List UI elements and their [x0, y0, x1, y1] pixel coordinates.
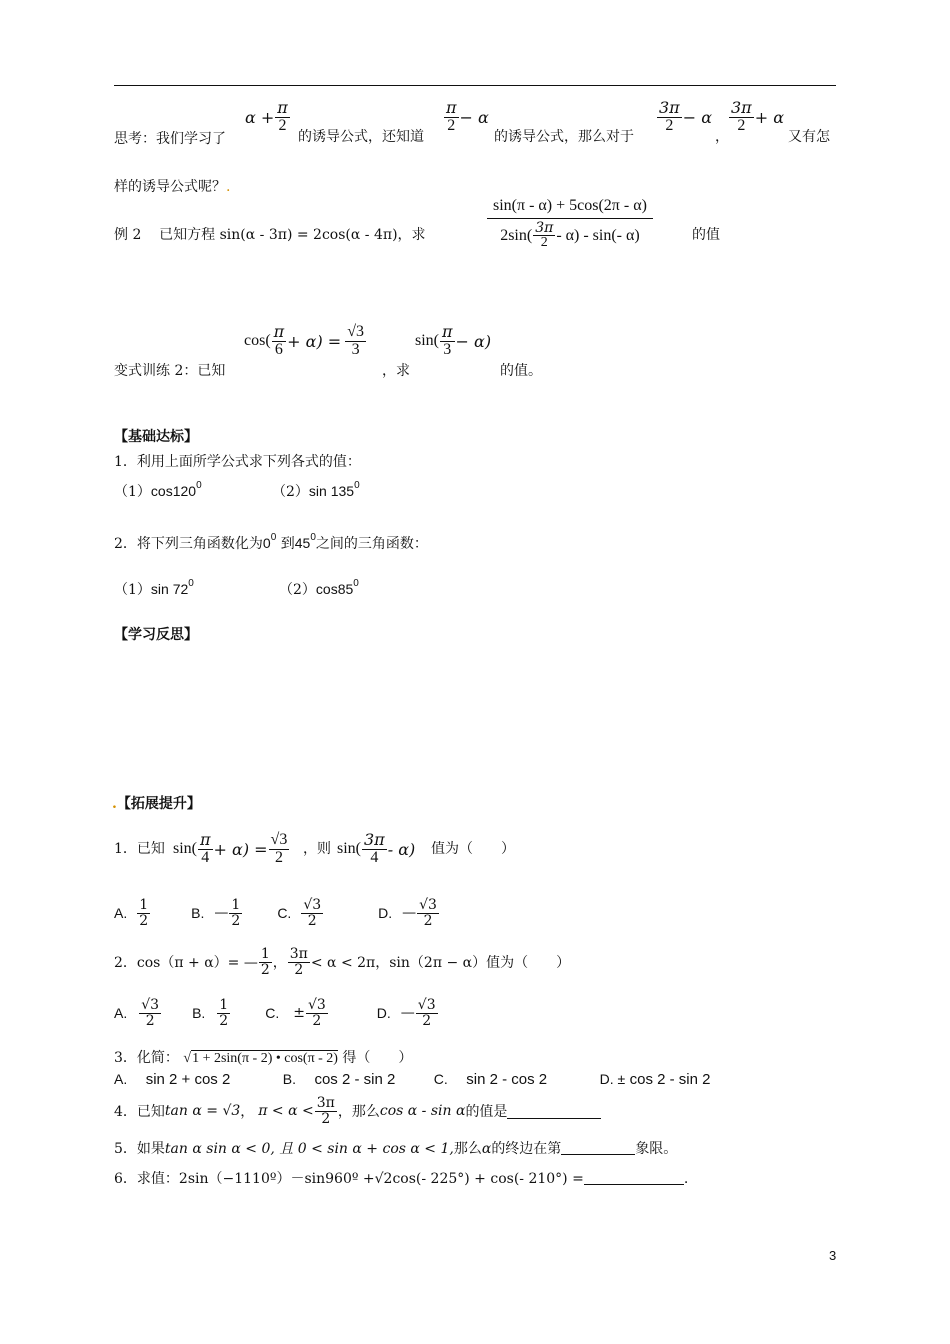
basic-q1a-expr: cos120: [150, 483, 197, 499]
variant2-cos-post: + α) =: [287, 331, 342, 351]
extend-q2-option-d-sign: —: [400, 1005, 415, 1022]
example2-label: 例 2: [114, 227, 142, 243]
extend-q2-option-b-label: B.: [192, 1005, 206, 1022]
variant2-rhs-den: 3: [351, 340, 360, 358]
variant2-sin-num: π: [442, 322, 453, 341]
variant2-sin-post: − α): [455, 331, 492, 351]
extend-q6-expr: 2sin（−1110º）－sin960º +: [178, 1171, 375, 1187]
extend-q5-mid2: 的终边在第: [491, 1141, 562, 1157]
extend-q6-sqrt: √2: [374, 1171, 393, 1187]
extend-q2-range-den: 2: [294, 961, 304, 978]
think-line-2-text: 样的诱导公式呢？: [114, 179, 226, 195]
extend-q3-option-b-label: B.: [282, 1071, 297, 1087]
variant2-sin-den: 3: [443, 340, 452, 358]
think-expr3-den: 2: [665, 116, 674, 134]
extend-q6: [114, 1168, 688, 1188]
extend-q2-option-a-label: A.: [114, 1005, 128, 1022]
extend-q1-option-d-den: 2: [423, 912, 433, 929]
extend-q1-expr2: [337, 832, 415, 867]
example2-text: 已知方程 sin(α - 3π) = 2cos(α - 4π)，求: [159, 227, 426, 243]
mark-dot: .: [112, 796, 117, 812]
example2-numerator: sin(π - α) + 5cos(2π - α): [487, 198, 653, 219]
extend-q2-value-den: 2: [260, 961, 270, 978]
top-rule: [114, 85, 836, 86]
think-lead: 思考：我们学习了: [114, 131, 226, 147]
extend-q1-lead: 1．已知: [114, 841, 165, 857]
extend-q1-option-d-sign: —: [402, 905, 417, 922]
variant2-cos-pre: cos(: [244, 332, 271, 350]
extend-q3-option-d-value: cos 2 - sin 2: [629, 1071, 711, 1088]
extend-q3-option-d-label: D. ±: [599, 1071, 626, 1087]
extend-q6-answer-blank[interactable]: [584, 1170, 684, 1185]
variant2-cos-num: π: [273, 322, 285, 341]
basic-q1b-sup: 0: [354, 480, 360, 491]
think-expr1-num: π: [277, 98, 288, 117]
extend-q5-expr: tan α sin α < 0, 且 0 < sin α + cos α < 1,: [164, 1141, 454, 1157]
extend-q4-expr2: cos α - sin α: [379, 1103, 466, 1120]
extend-q4-comma: ，: [240, 1104, 255, 1121]
extend-q5-tail: 象限。: [635, 1141, 678, 1157]
basic-q2a-sup: 0: [188, 578, 194, 589]
think-expr1-den: 2: [278, 116, 287, 134]
basic-q1b-label: （2）: [272, 484, 309, 500]
example2-den-num: 3π: [535, 219, 554, 236]
variant2-ask: ，求: [382, 363, 410, 379]
variant2-tail: 的值。: [500, 363, 542, 379]
basic-q2b-sup: 0: [353, 578, 359, 589]
extend-q5-lead: 5．如果: [114, 1141, 165, 1157]
variant2-sin-pre: sin(: [415, 332, 439, 350]
think-line-2: [114, 176, 230, 196]
think-mid1: 的诱导公式，还知道: [298, 129, 424, 145]
extend-q1-option-c-num: √3: [303, 897, 322, 913]
extend-q6-end: .: [683, 1171, 689, 1187]
think-expr4-post: + α: [754, 107, 784, 127]
extend-q2-range: < α < 2π，sin（2π − α）值为（ ）: [310, 955, 571, 972]
extend-q2: [114, 947, 570, 977]
extend-q3-option-a-value: sin 2 + cos 2: [145, 1071, 231, 1088]
extend-heading: 【拓展提升】: [116, 796, 201, 812]
extend-q1-option-d-num: √3: [419, 897, 437, 913]
extend-q5-alpha: α: [481, 1141, 492, 1157]
extend-q4-range-pre: π < α <: [258, 1103, 314, 1120]
think-expr1: [245, 100, 291, 135]
extend-q2-option-c-num: √3: [307, 997, 326, 1013]
extend-q2-option-d-num: √3: [417, 997, 436, 1013]
think-comma: ，: [715, 129, 729, 145]
think-expr4-num: 3π: [731, 98, 752, 117]
example2-lead: [114, 224, 426, 244]
basic-q1a-label: （1）: [114, 484, 151, 500]
basic-q1a-sup: 0: [196, 480, 202, 491]
extend-q4: [114, 1096, 601, 1126]
reflect-heading: 【学习反思】: [114, 627, 198, 643]
basic-heading: 【基础达标】: [114, 429, 198, 445]
extend-q2-option-d-label: D.: [376, 1005, 391, 1022]
basic-q2a: [114, 578, 194, 599]
extend-q3-option-c-value: sin 2 - cos 2: [466, 1071, 548, 1088]
extend-q3-option-a-label: A.: [114, 1071, 128, 1087]
extend-q1-option-b-den: 2: [231, 912, 241, 929]
extend-q2-option-d-den: 2: [422, 1012, 432, 1029]
extend-q1-option-b-sign: —: [214, 905, 229, 922]
think-expr3-num: 3π: [659, 98, 680, 117]
extend-q1-options: [114, 898, 440, 928]
extend-q2-option-c-sign: ±: [293, 1005, 305, 1022]
extend-q3-expr: 1 + 2sin(π - 2) • cos(π - 2): [192, 1051, 338, 1066]
extend-q1-sin2-num: 3π: [364, 830, 385, 849]
extend-q1-sin-num: π: [200, 830, 211, 849]
extend-q1-sin-den: 4: [201, 848, 210, 866]
extend-q5-answer-blank[interactable]: [561, 1140, 635, 1155]
extend-q1-sin2-pre: sin(: [337, 840, 361, 858]
extend-q2-option-b-den: 2: [219, 1012, 229, 1029]
extend-q1-expr: [173, 832, 290, 867]
extend-q2-option-b-num: 1: [219, 997, 229, 1013]
example2-fraction: [486, 198, 654, 251]
page-number: 3: [829, 1248, 837, 1263]
extend-q1-option-d-label: D.: [378, 905, 393, 922]
variant2-cos-den: 6: [274, 340, 283, 358]
extend-q5-mid: 那么: [453, 1141, 482, 1157]
think-expr2: [443, 100, 489, 135]
extend-q1-option-a-num: 1: [139, 897, 149, 913]
mark-dot: .: [226, 179, 231, 195]
basic-q2-b-sup: 0: [310, 532, 316, 543]
extend-q1-sin2-post: - α): [387, 839, 416, 859]
extend-q2-options: [114, 998, 439, 1028]
extend-q3-tail: 得（ ）: [342, 1050, 413, 1066]
extend-q2-option-c-den: 2: [312, 1012, 322, 1029]
think-expr3-post: − α: [682, 107, 712, 127]
extend-q1-sin-pre: sin(: [173, 840, 197, 858]
variant2-rhs-num: √3: [347, 323, 364, 340]
variant2-cos-expr: [244, 324, 367, 359]
extend-q1-sin2-den: 4: [370, 848, 379, 866]
basic-q2-a-sup: 0: [270, 532, 277, 543]
extend-q3-option-c-label: C.: [433, 1071, 448, 1087]
basic-q1a: [114, 480, 202, 501]
extend-q2-option-a-num: √3: [141, 997, 160, 1013]
example2-den-den: 2: [540, 235, 548, 251]
think-expr4: [728, 100, 784, 135]
basic-q2-post: 之间的三角函数：: [315, 536, 428, 552]
extend-q4-lead: 4．已知: [114, 1104, 165, 1121]
extend-q3-options: [114, 1071, 710, 1088]
basic-q2: [114, 532, 428, 553]
extend-q1-mid: ，则: [303, 841, 331, 857]
think-expr3: [656, 100, 712, 135]
basic-q2-pre: 2．将下列三角函数化为: [114, 536, 263, 552]
example2-tail: 的值: [692, 227, 720, 243]
extend-q2-value-num: 1: [260, 946, 270, 962]
think-expr4-den: 2: [737, 116, 746, 134]
example2-denominator: [498, 219, 642, 251]
extend-q4-expr: tan α = √3: [164, 1103, 241, 1120]
think-mid2: 的诱导公式，那么对于: [494, 129, 634, 145]
variant2-label: 变式训练 2：已知: [114, 363, 226, 379]
extend-q1-option-b-label: B.: [191, 905, 205, 922]
think-expr2-post: − α: [459, 107, 489, 127]
extend-q2-range-num: 3π: [289, 946, 308, 962]
extend-q4-range-den: 2: [321, 1110, 331, 1127]
basic-q2b-expr: cos85: [315, 581, 354, 597]
extend-q1-option-c-label: C.: [277, 905, 292, 922]
extend-q2-lead: 2．cos（π + α）= —: [114, 955, 258, 972]
basic-q2a-expr: sin 72: [150, 581, 189, 597]
extend-q1-option-a-den: 2: [139, 912, 149, 929]
basic-q2b-label: （2）: [279, 582, 316, 598]
basic-q2a-label: （1）: [114, 582, 151, 598]
basic-q2b: [279, 578, 359, 599]
basic-q2-mid: 到: [280, 536, 295, 552]
extend-q2-option-c-label: C.: [265, 1005, 280, 1022]
extend-q2-option-a-den: 2: [145, 1012, 155, 1029]
think-expr2-den: 2: [447, 116, 456, 134]
think-tail: 又有怎: [788, 129, 830, 145]
extend-q4-range-num: 3π: [316, 1095, 335, 1111]
extend-q3-option-b-value: cos 2 - sin 2: [314, 1071, 396, 1088]
extend-q4-mid: ，那么: [337, 1104, 380, 1121]
extend-heading-wrap: [112, 793, 201, 813]
extend-q5: [114, 1138, 677, 1158]
basic-q2-a: 0: [262, 535, 271, 551]
example2-den-post: - α) - sin(- α): [556, 226, 640, 244]
basic-q1b: [272, 480, 360, 501]
extend-q6-lead: 6．求值：: [114, 1171, 179, 1187]
extend-q1-tail: 值为（ ）: [431, 841, 515, 857]
extend-q1-option-c-den: 2: [307, 912, 317, 929]
extend-q1-rhs-num: √3: [270, 831, 288, 848]
think-line-1: [114, 100, 226, 150]
extend-q6-expr2: cos(- 225°) + cos(- 210°) =: [392, 1171, 584, 1187]
extend-q4-tail: 的值是: [465, 1104, 508, 1121]
extend-q3: 3．化简： √1 + 2sin(π - 2) • cos(π - 2) 得（ ）: [114, 1050, 413, 1066]
variant2-sin-expr: [415, 324, 491, 359]
extend-q2-comma: ，: [272, 955, 287, 972]
extend-q1-option-b-num: 1: [231, 897, 241, 913]
extend-q3-lead: 3．化简：: [114, 1050, 179, 1066]
extend-q1-option-a-label: A.: [114, 905, 128, 922]
extend-q4-answer-blank[interactable]: [507, 1104, 601, 1119]
basic-q1b-expr: sin 135: [308, 483, 355, 499]
extend-q1-sin-post: + α) =: [213, 839, 268, 859]
example2-den-pre: 2sin(: [500, 226, 533, 244]
basic-q1: 1．利用上面所学公式求下列各式的值：: [114, 454, 361, 470]
think-expr1-pre: α +: [245, 107, 275, 127]
extend-q1-rhs-den: 2: [274, 848, 283, 866]
basic-q2-b: 45: [294, 535, 311, 551]
think-expr2-num: π: [446, 98, 457, 117]
